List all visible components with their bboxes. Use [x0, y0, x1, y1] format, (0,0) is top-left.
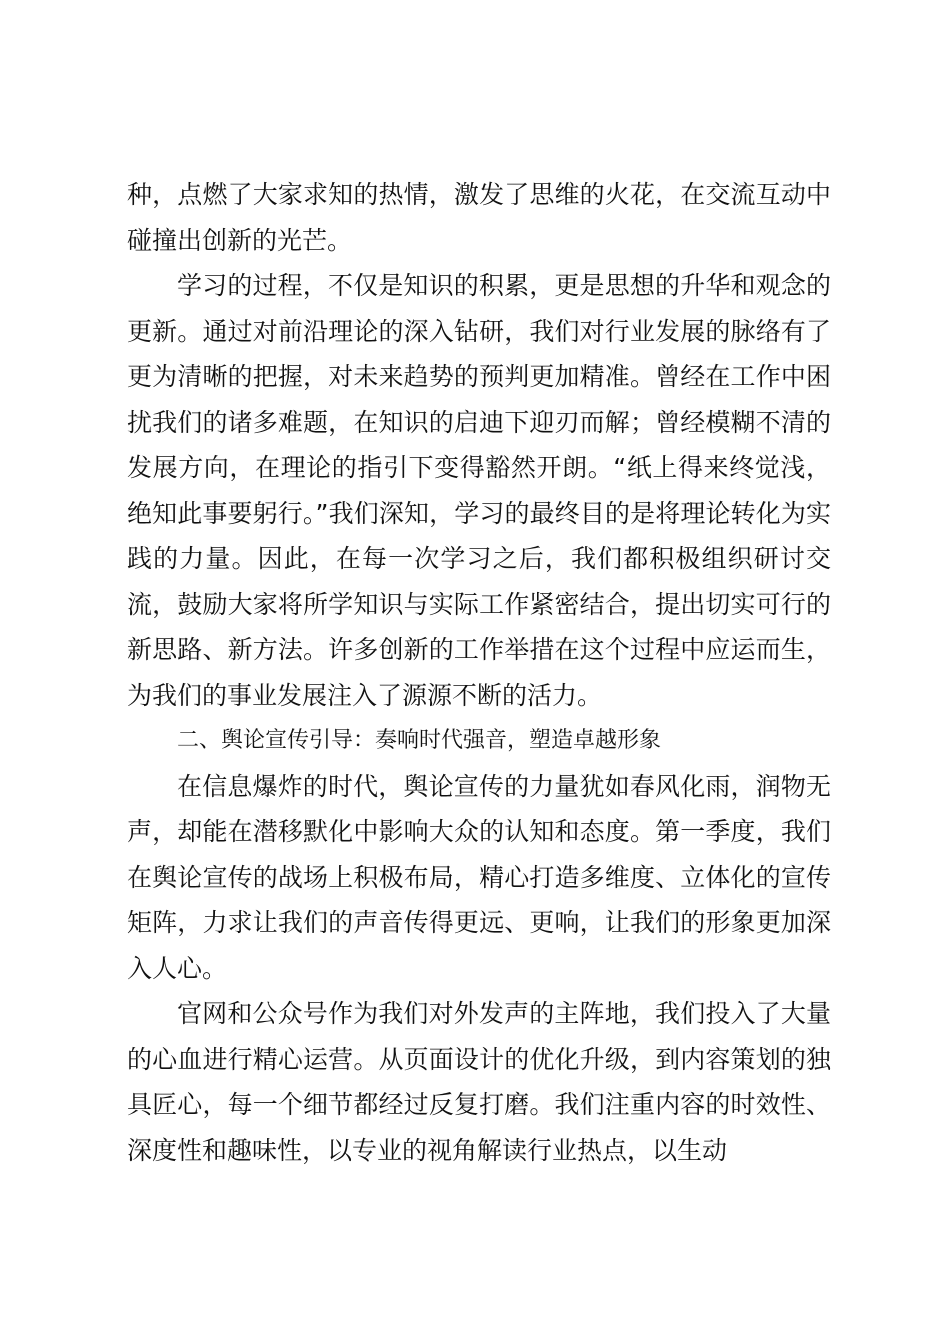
paragraph-continuation: 种，点燃了大家求知的热情，激发了思维的火花，在交流互动中碰撞出创新的光芒。: [127, 180, 831, 255]
paragraph-learning-process: 学习的过程，不仅是知识的积累，更是思想的升华和观念的更新。通过对前沿理论的深入钻研，我们对行业发展的脉络有了更为清晰的把握，对未来趋势的预判更加精准。曾经在工作中困扰我们的诸多难题，在知识的启迪下迎刃而解；曾经模糊不清的发展方向，在理论的指引下变得豁然开朗。“纸上得来终觉浅，绝知此事要躬行。”我们深知，学习的最终目的是将理论转化为实践的力量。因此，在每一次学习之后，我们都积极组织研讨交流，鼓励大家将所学知识与实际工作紧密结合，提出切实可行的新思路、新方法。许多创新的工作举措在这个过程中应运而生，为我们的事业发展注入了源源不断的活力。: [127, 271, 831, 710]
paragraph-official-website: 官网和公众号作为我们对外发声的主阵地，我们投入了大量的心血进行精心运营。从页面设计的优化升级，到内容策划的独具匠心，每一个细节都经过反复打磨。我们注重内容的时效性、深度性和趣味性，以专业的视角解读行业热点，以生动: [127, 999, 831, 1165]
document-body: [127, 172, 831, 1173]
paragraph-public-opinion: 在信息爆炸的时代，舆论宣传的力量犹如春风化雨，润物无声，却能在潜移默化中影响大众的认知和态度。第一季度，我们在舆论宣传的战场上积极布局，精心打造多维度、立体化的宣传矩阵，力求让我们的声音传得更远、更响，让我们的形象更加深入人心。: [127, 771, 831, 983]
section-heading: 二、舆论宣传引导：奏响时代强音，塑造卓越形象: [177, 728, 662, 753]
